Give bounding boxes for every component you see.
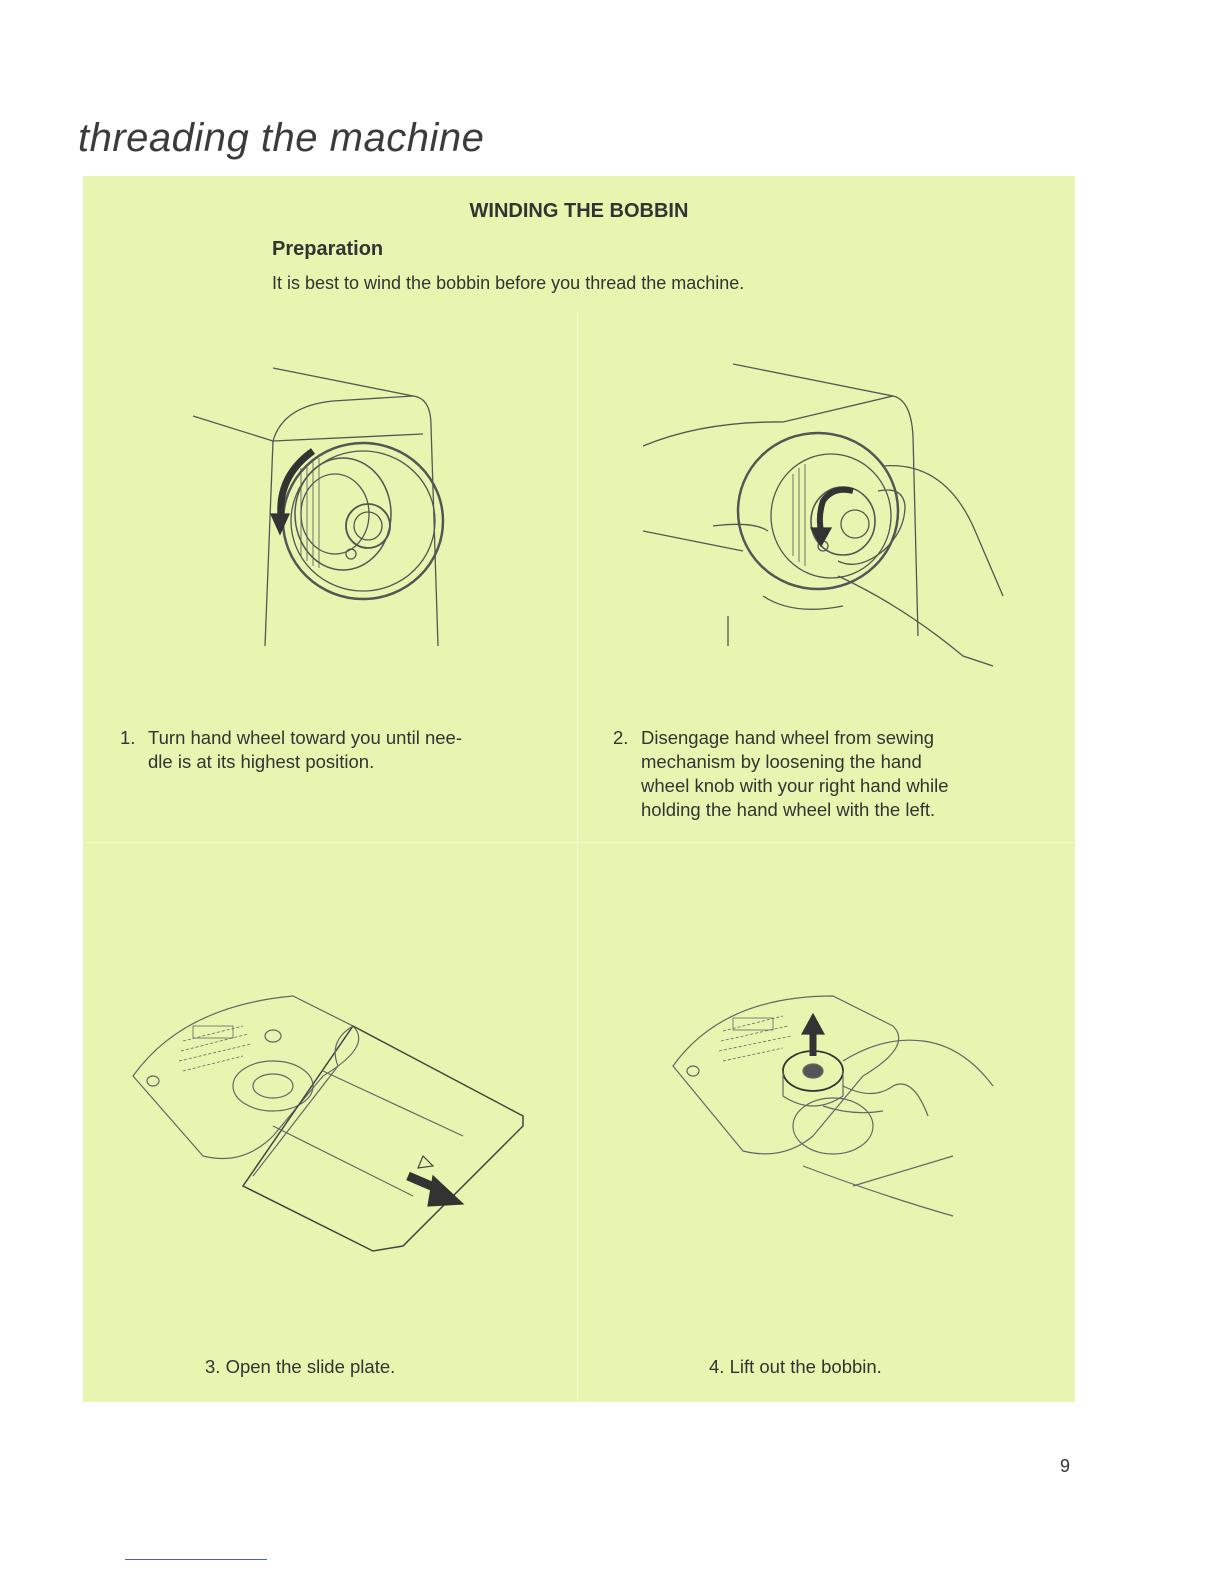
vertical-divider [577,311,578,1401]
step-line: mechanism by loosening the hand [641,751,922,772]
page-number: 9 [1060,1456,1071,1476]
slide-plate-illustration [123,986,543,1276]
lift-bobbin-illustration [653,976,1033,1256]
page-title: threading the machine [78,116,485,160]
preparation-heading: Preparation [272,238,384,260]
loosen-knob-illustration [643,356,1023,686]
step-3 [205,1356,395,1378]
step-text: Lift out the bobbin. [729,1356,882,1377]
preparation-text: It is best to wind the bobbin before you thread the machine. [272,273,745,293]
step-line: Turn hand wheel toward you until nee- [148,727,463,748]
footer-rule [125,1559,267,1560]
step-1 [120,726,540,786]
hand-wheel-illustration [173,356,493,656]
section-heading: WINDING THE BOBBIN [469,200,689,222]
step-line: dle is at its highest position. [148,751,375,772]
horizontal-divider [83,842,1075,843]
step-number: 1. [120,727,136,748]
step-2 [613,726,1049,826]
step-text: Open the slide plate. [225,1356,396,1377]
step-number: 3. [205,1356,221,1377]
step-number: 2. [613,727,629,748]
step-line: Disengage hand wheel from sewing [641,727,935,748]
step-line: wheel knob with your right hand while [641,775,949,796]
step-4 [709,1356,882,1378]
instruction-panel [83,176,1075,1402]
step-line: holding the hand wheel with the left. [641,799,936,820]
step-number: 4. [709,1356,725,1377]
